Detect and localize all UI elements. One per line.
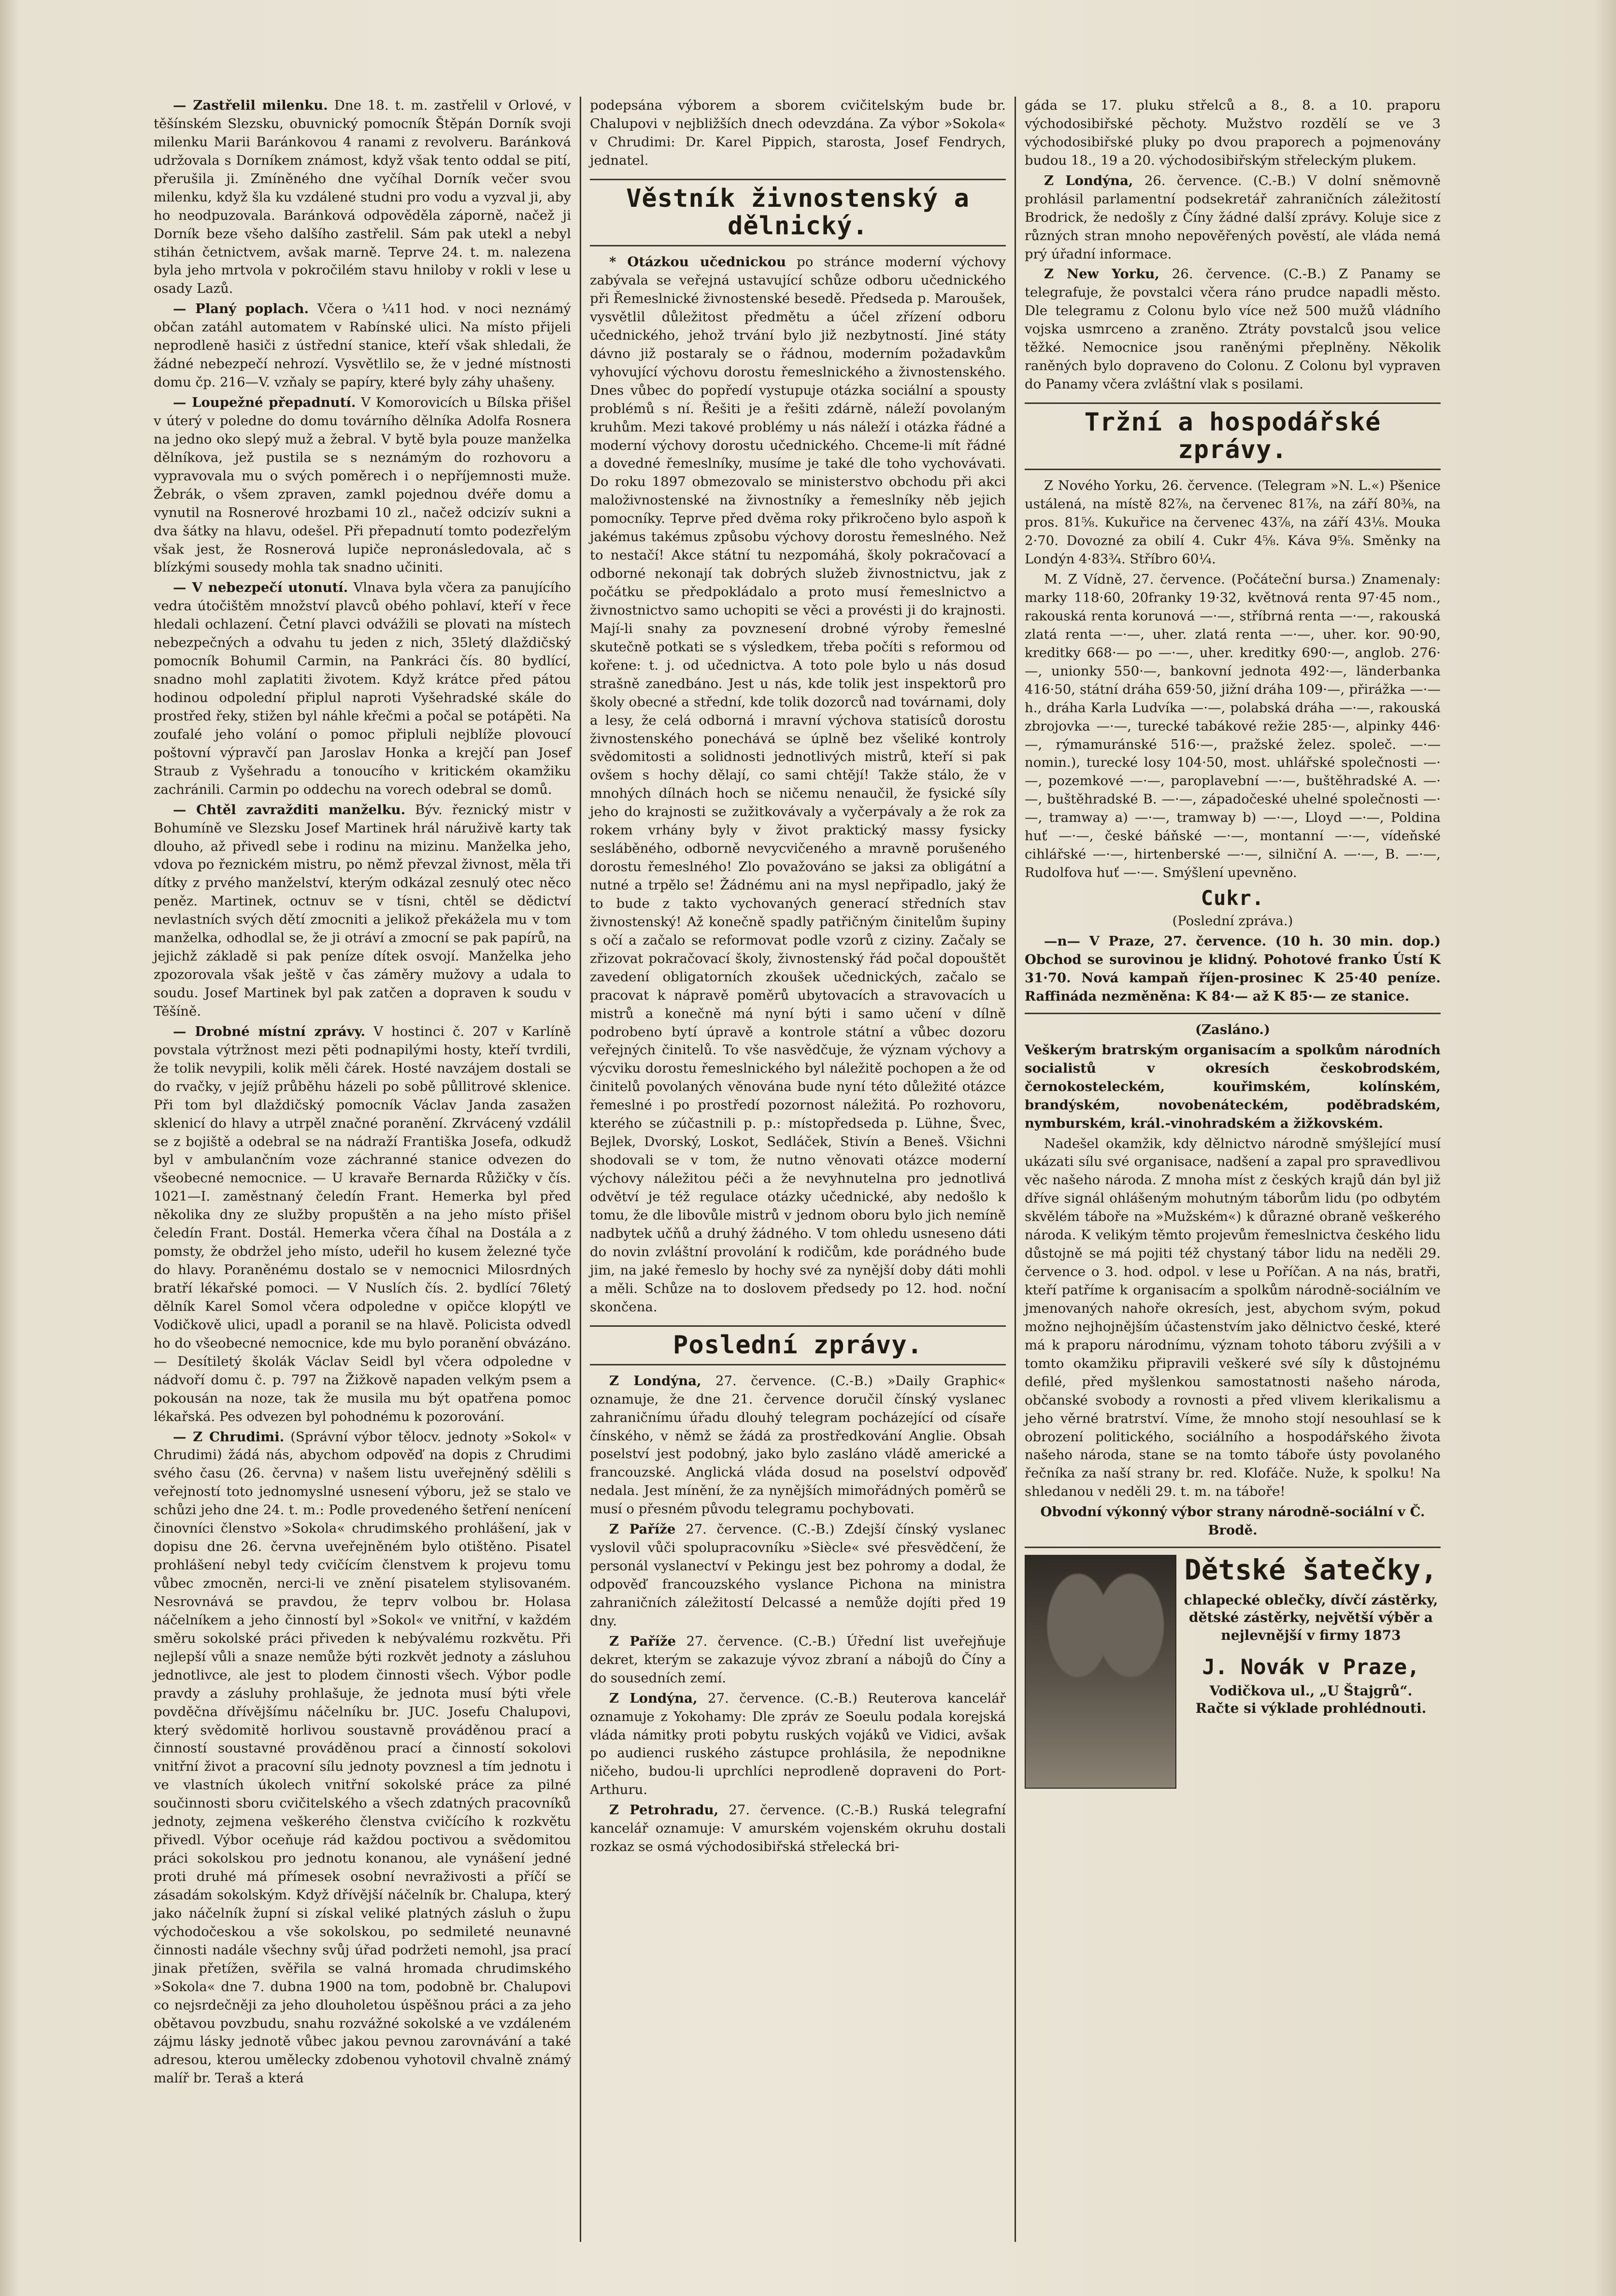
cukr-heading: Cukr. — [1201, 886, 1265, 910]
market-vienna: M. Z Vídně, 27. července. (Počáteční bursa.) Znamenaly: marky 118·60, 20franky 19·32, květnová renta 97·45 nom., rakouská renta korunová —·—, stříbrná renta —·—, rakouská zlatá renta —·—, uher. zlatá renta —·—, uher. kor. 90·90, kreditky 668·— po —·—, uher. kreditky 690·—, anglob. 276·—, unionky 550·—, bankovní jednota 492·—, länderbanka 416·50, státní dráha 659·50, jižní dráha 109·—, přirážka —·— h., dráha Karla Ludvíka —·—, polabská dráha —·—, rakouská zbrojovka —·—, turecké tabákové režie 285·—, alpinky 446·—, rýmamuránské 516·—, pražské želez. společ. —·— nomin.), turecké losy 104·50, most. uhlářské společnosti —·—, pozemkové —·—, paroplavební —·—, buštěhradské A. —·—, buštěhradské B. —·—, západočeské uhelné společnosti —·—, tramway a) —·—, tramway b) —·—, Lloyd —·—, Poldina huť —·—, české báňské —·—, montanní —·—, vídeňské cihlářské —·—, hirtenberské —·—, silniční A. —·—, B. —·—, Rudolfova huť —·—. Smýšlení upevněno. — [1025, 572, 1441, 881]
article-loupezne: — Loupežné přepadnutí. V Komorovicích u Bílska přišel v úterý v poledne do domu továrního dělníka Adolfa Rosnera na jedno oko slepý muž a žebral. V bytě byla pouze manželka dělníkova, jež pustila se s neznámým do rozhovoru a vypravovala mu o svých poměrech i o nepříjemnosti muže. Žebrák, o všem zpraven, zamkl pojednou dvéře domu a vynutil na Rosnerové hrozbami 10 zl., načež odcizív sukni a dva šátky na hlavu, odešel. Při přepadnutí tomto podezřelým však jest, že Rosnerová lupiče nepronásledovala, ač s blízkými sousedy mohla tak snadno učiniti. — [154, 395, 572, 575]
column-1 — [145, 97, 580, 2242]
divider-2 — [1025, 1547, 1441, 1548]
news-paris-2: Z Paříže 27. července. (C.-B.) Úřední list uveřejňuje dekret, kterým se zakazuje vývoz zbraní a nábojů do Číny a do sousedních zemí. — [590, 1633, 1006, 1686]
market-new-york: Z Nového Yorku, 26. července. (Telegram »N. L.«) Pšenice ustálená, na místě 82⅞, na červenec 81⅞, na září 80⅜, na pros. 81⅝. Kukuřice na červenec 43⅞, na září 43⅛. Mouka 2·70. Dovozné za obilí 4. Cukr 4⅝. Káva 9⅝. Směnky na Londýn 4·83¾. Stříbro 60¼. — [1025, 478, 1441, 567]
news-london-1: Z Londýna, 27. července. (C.-B.) »Daily Graphic« oznamuje, že dne 21. července doručil čínský vyslanec zahraničnímu úřadu dlouhý telegram pocházející od císaře čínského, v němž se žádá za prostředkování Anglie. Obsah poselství jest podobný, jako bylo zasláno vládě americké a francouzské. Anglická vláda dosud na poselství odpověď nedala. Jest mínění, že za nynějších mimořádných poměrů se musí o přesném původu telegramu pochybovati. — [590, 1373, 1006, 1517]
column-3 — [1015, 97, 1449, 2242]
zaslano-heading: (Zasláno.) — [1195, 1021, 1271, 1037]
news-london-3: Z Londýna, 26. července. (C.-B.) V dolní sněmovně prohlásil parlamentní podsekretář zahraničních záležitostí Brodrick, že nedošly z Číny žádné další zprávy. Koluje sice z různých stran mnoho nepověřených pověstí, ale vláda nemá prý úřadní informace. — [1025, 172, 1441, 262]
ad-footer: Račte si výklade prohlédnouti. — [1195, 1700, 1427, 1717]
article-zavrazditi: — Chtěl zavražditi manželku. Býv. řeznický mistr v Bohumíně ve Slezsku Josef Martinek hrál náruživě karty tak dlouho, až přivedl sebe i rodinu na mizinu. Manželka jeho, vdova po řeznickém mistru, po němž převzal živnost, měla tři dítky z prvého manželství, kterým odkázal zesnulý otec něco peněz. Martinek, octnuv se v tísni, chtěl se dědictví nevlastních svých dětí zmocniti a jelikož překážela mu v tom manželka, odhodlal se, že ji otráví a zmocní se pak papírů, na jejichž základě si pak peníze dítek osvojí. Manželka jeho zpozorovala však ještě v čas záměry mužovy a udala to soudu. Josef Martinek byl pak zatčen a dopraven k soudu v Těšíně. — [154, 802, 572, 1019]
article-utonuti: — V nebezpečí utonutí. Vlnava byla včera za panujícího vedra útočištěm množství plavců obého pohlaví, kteří v řece hledali ochlazení. Četní plavci odvážili se plovati na místech nebezpečných a odvahu tu jeden z nich, 35letý dlaždičský pomocník Bohumil Carmin, na Pankráci čís. 80 bydlící, snadno mohl zaplatiti životem. Když krátce před pátou hodinou odpolední připlul naproti Vyšehradské skále do prostřed řeky, stižen byl náhle křečmi a počal se potápěti. Na zoufalé jeho volání o pomoc připluli nejblíže plovoucí poštovní výpravčí pan Jaroslav Honka a krejčí pan Josef Straub z Vyšehradu a tonoucího v kritickém okamžiku zachránili. Carmin po oddechu na vorech odebral se domů. — [154, 580, 571, 797]
article-ucednicka: * Otázkou učednickou po stránce moderní výchovy zabývala se veřejná ustavující schůze odboru učednického při Řemeslnické živnostenské besedě. Předseda p. Maroušek, vysvětlil důležitost předmětu a účel zřízení odboru učednického, jehož trvání bylo již nezbytností. Jiné státy dávno již postaraly se o řádnou, moderním požadavkům vyhovující výchovu dorostu řemeslnického a živnostenského. Dnes vůbec do popředí vystupuje otázka sociální a spousty problémů s ní. Řešiti je a řešiti zdárně, náleží povolaným kruhům. Mezi takové problémy u nás náleží i otázka řádné a moderní výchovy dorostu učednického. Chceme-li mít řádné a dovedné řemeslníky, musíme je také dle toho vychovávati. Do roku 1897 obmezovalo se ministerstvo obchodu při akci maloživnostenské na živnostníky a řemeslníky něb jejich pomocníky. Teprve před dvěma roky přikročeno bylo aspoň k jakémus takémus způsobu výchovy dorostu řemeslného. Než to nestačí! Akce státní tu nezpomáhá, školy pokračovací a odborné nekonají tak dobrých služeb živnostnictvu, jak z počátku se předpokládalo a proto musí řemeslnictvo a živnostnictvo samo uchopiti se věci a provésti ji do krajnosti. Mají-li snahy za povznesení drobné výroby řemeslné skutečně potkati se s výsledkem, třeba počíti s reformou od kořene: t. j. od učednictva. A toto pole bylo u nás dosud strašně zanedbáno. Jest u nás, kde tolik jest inspektorů pro školy obecné a střední, kde tolik dozorců nad továrnami, doly a lesy, že celá odborná i mravní výchova statisíců dorostu živnostenského ponechává se úplně bez všeliké kontroly svědomitosti a solidnosti jednotlivých mistrů, kteří si pak ovšem s hochy dělají, co sami chtějí! Takže stálo, že v mnohých dílnách hoch se ničemu nenaučil, že fysické síly jeho do krajnosti se zužitkovávaly a vyčerpávaly a že rok za rokem vrhány byly v život praktický massy fysicky sesláběného, odborně nevycvičeného a mravně porušeného dorostu řemeslného! Zlo považováno se jaksi za obligátní a nutné a trpělo se! Žádnému ani na mysl nepřipadlo, jaký že to bude z takto vychovaných generací středních stav živnostenský! Až konečně spadly patřičným činitelům šupiny s očí a začalo se reformovat podle vzorů z ciziny. Začaly se zřizovat pokračovací školy, živnostenský řád počal dopouštět zavedení obligatorních zkoušek učednických, začalo se pracovat k nápravě poměrů ubytovacích a stravovacích u mistrů a konečně má nyní býti i samo učení v dílně podrobeno bytí úpravě a kontrole státní a vůbec dozoru veřejných činitelů. To vše nasvědčuje, že význam výchovy a výcviku dorostu řemeslnického byl náležitě pochopen a že od činitelů povolaných věnována bude nyní této důležité otázce řemeslné i po prostředí pozornost náležitá. Po rozhovoru, kterého se zúčastnili p. p.: místopředseda p. Lühne, Švec, Bejlek, Dvorský, Loskot, Sedláček, Stivín a Beneš. Všichni shodovali se v tom, že nutno věnovati otázce moderní výchovy náležitou péči a že nevyhnutelna pro jednotlivá odvětví je též regulace otázky učednické, aby nedošlo k tomu, že dle libovůle mistrů v jednom oboru bylo jich nemíně nadbytek učňů a druhý žádného. V tom ohledu usneseno dáti do novin zvláštní provolání k rodičům, kde porádného bude jim, na jaké řemeslo by hochy své za nynější doby dáti mohli a měli. Schůze na to doslovem předsedy po 12. hod. noční skončena. — [590, 254, 1006, 1315]
news-london-2: Z Londýna, 27. července. (C.-B.) Reuterova kancelář oznamuje z Yokohamy: Dle zpráv ze Soeulu podala korejská vláda námitky proti pobytu ruských vojáků ve Vidici, avšak po audienci ruského zástupce prohlásila, že nepodnikne ničeho, budou-li uprchlíci neprodleně dopraveni do Port-Arthuru. — [590, 1690, 1006, 1798]
section-trzni-heading: Tržní a hospodářské zprávy. — [1025, 402, 1441, 470]
ad-title: Dětské šatečky, — [1184, 1553, 1438, 1587]
zaslano-body: Nadešel okamžik, kdy dělnictvo národně smýšlející musí ukázati sílu své organisace, nadšení a zapal pro spravedlivou věc našeho národa. Z mnoha míst z českých krajů dán byl již dříve signál ohlášeným mohutným táborům lidu (po odbytém skvělém táboře na »Mužském«) k důrazné obraně veškerého národa. K velikým těmto projevům řemeslnictva českého lidu důstojně se má pojiti též chystaný tábor lidu na neděli 29. července o 3. hod. odpol. v lese u Poříčan. A na nás, bratři, kteří patříme k organisacím a spolkům národně-sociálním ve jmenovaných nahoře okresích, jest, abychom svým, pokud možno nejhojnějším účastenstvím jako dělnictvo české, které má k praporu národnímu, význam tohoto táboru zvýšili a v tomto okamžiku připravili veškeré své síly k důstojnému defilé, před myšlenkou samostatnosti našeho národa, občanské svobody a rovnosti a před vlivem klerikalismu a jeho věrné bratrství. Víme, že mnoho stojí nesouhlasí se k obrození politického, sociálního a hospodářského života našeho národa, stane se na tomto táboře ústy povolaného řečníka za naší strany br. red. Klofáče. Nuže, k spolku! Na shledanou v neděli 29. t. m. na táboře! — [1025, 1135, 1441, 1500]
ad-text — [1181, 1555, 1441, 1789]
zaslano-signature: Obvodní výkonný výbor strany národně-sociální v Č. Brodě. — [1040, 1504, 1425, 1538]
advertisement — [1025, 1555, 1441, 1789]
col2-intro: podepsána výborem a sborem cvičitelským bude br. Chalupovi v nejbližších dnech odevzdána. Za výbor »Sokola« v Chrudimi: Dr. Karel Pippich, starosta, Josef Fendrych, jednatel. — [590, 98, 1006, 168]
column-2 — [580, 97, 1015, 2242]
section-posledni-heading: Poslední zprávy. — [590, 1325, 1006, 1365]
news-new-york: Z New Yorku, 26. července. (C.-B.) Z Panamy se telegrafuje, že povstalci včera ráno prudce napadli město. Dle telegramu z Colonu bylo více než 500 mužů vládního vojska usmrceno a zraněno. Ztráty povstalců jsou velice těžké. Nemocnice jsou raněnými přeplněny. Několik raněných bylo dopraveno do Colonu. Z Colonu byl vypraven do Panamy včera zvláštní vlak s posilami. — [1025, 266, 1441, 392]
news-petrograd: Z Petrohradu, 27. července. (C.-B.) Ruská telegrafní kancelář oznamuje: V amurském vojenském okruhu dostali rozkaz se osmá východosibiřská střelecká bri- — [590, 1802, 1006, 1855]
ad-description: chlapecké oblečky, dívčí zástěrky, dětské zástěrky, největší výběr a nejlevnější v firmy 1873 — [1184, 1592, 1438, 1643]
columns — [145, 97, 1483, 2242]
ad-street: Vodičkova ul., „U Štajgrů“. — [1209, 1682, 1413, 1699]
cukr-subheading: (Poslední zpráva.) — [1172, 913, 1293, 929]
ad-firm: J. Novák v Praze, — [1202, 1655, 1420, 1680]
article-chrudim: — Z Chrudimi. (Správní výbor tělocv. jednoty »Sokol« v Chrudimi) žádá nás, abychom odpověď na dopis z Chrudimi svého času (26. června) v našem listu uveřejněný sdělili s veřejností toto jednomyslné usnesení výboru, jež se stalo ve schůzi jeho dne 24. t. m.: Podle provedeného šetření nenícení činovníci členstvo »Sokola« chrudimského prohlášení, jak v dopisu dne 26. června uveřejněném bylo otištěno. Pisatel prohlášení nebyl tedy cvičícím členstvem k projevu tomu vůbec zmocněn, nerci-li ve znění pisatelem stylisovaném. Nesrovnává se pravdou, že teprv volbou br. Holasa náčelníkem a jeho činností byl »Sokol« ve vnitřní, v každém směru sokolské práci přiveden k nebývalému rozkvětu. Při nejlepší vůli a snaze nemůže býti rozkvět jednoty a zásluhou jednotlivce, ale jest to plodem činnosti všech. Výbor podle pravdy a zásluhy prohlašuje, že jednota musí býti vřele povděčna dřívějšímu náčelníku br. JUC. Josefu Chalupovi, který svědomitě horlivou soustavně prováděnou prací a činností soustavné prováděnou prací a činností sokolovi vnitřní život a pracovní sílu jednoty povznesl a tím jednotu i ve vlastních úkolech vnitřní sokolské práce za pilné součinnosti sboru cvičitelského a všech zdatných pracovníků jednoty, zejmena veškerého členstva cvičícího k rozkvětu přivedl. Výbor oceňuje rád každou poctivou a svědomitou práci sokolskou pro jednotu konanou, ale vynášení jedné proti druhé má přímesek osobní nevraživosti a příčí se zásadám sokolským. Když dřívější náčelník br. Chalupa, který jako náčelník župní si získal veliké platných zásluh o župu východočeskou a vše sokolskou, po sedmileté neunavné činnosti nadále všechny svůj úřad podržeti nemohl, jsa prací jinak přetížen, svěřila se valná hromada chrudimského »Sokola« dne 7. dubna 1900 na tom, podobně br. Chalupovi co nejsrdečněji za jeho dlouholetou úspěšnou práci a za jeho obětavou povzbudu, snahu rozvážné sokolské a ve vzdáleném zájmu lásky jednotě vůbec jakou pevnou zarovnávání a také adresou, kterou umělecky zdobenou vyhotovil chvalně známý malíř br. Teraš a která — [154, 1429, 571, 2086]
article-plany-poplach: — Planý poplach. Včera o ¼11 hod. v noci neznámý občan zatáhl automatem v Rabínské ulici. Na místo přijeli neprodleně hasiči z ústřední stanice, kteří však shledali, že žádné nebezpečí nehrozí. Vysvětlilo se, že v jedné místnosti domu čp. 216—V. vzňaly se papíry, které byly záhy uhašeny. — [154, 301, 571, 390]
cukr-report: —n— V Praze, 27. července. (10 h. 30 min. dop.) Obchod se surovinou je klidný. Pohotové franko Ústí K 31·70. Nová kampaň říjen-prosinec K 25·40 peníze. Raffináda nezměněna: K 84·— až K 85·— ze stanice. — [1025, 933, 1441, 1004]
section-vestnik-heading: Věstník živnostenský a dělnický. — [590, 179, 1006, 246]
col3-intro: gáda se 17. pluku střelců a 8., 8. a 10. praporu východosibiřské pěchoty. Mužstvo rozdělí se ve 3 východosibiřské pluky po dvou praporech a pojmenovány budou 18., 19 a 20. východosibiřským střeleckým plukem. — [1025, 98, 1441, 168]
children-photo — [1025, 1555, 1176, 1789]
zaslano-address: Veškerým bratrským organisacím a spolkům národních socialistů v okresích českobrodském, černokosteleckém, kouřimském, kolínském, brandýském, novobenáteckém, poděbradském, nymburském, král.-vinohradském a žižkovském. — [1025, 1042, 1441, 1131]
article-zastrelil: — Zastřelil milenku. Dne 18. t. m. zastřelil v Orlové, v těšínském Slezsku, obuvnický pomocník Štěpán Dorník svoji milenku Marii Baránkovou 4 ranami z revolveru. Baránková udržovala s Dorníkem známost, když však tento oddal se pití, přerušila ji. Zmíněného dne vyčíhal Dorník večer svou milenku, když šla ku vzdálené studni pro vodu a vyzval ji, aby ho neodpuzovala. Baránková odpověděla záporně, načež ji Dorník beze všeho dalšího zastřelil. Sám pak utekl a nebyl stihán četnictvem, avšak marně. Teprve 24. t. m. nalezena byla jeho mrtvola v pokročilém stavu hniloby v rokli v lese u osady Lazů. — [154, 98, 572, 297]
divider — [1025, 1013, 1441, 1014]
news-paris-1: Z Paříže 27. července. (C.-B.) Zdejší čínský vyslanec vyslovil vůči spolupracovníku »Siècle« své přesvědčení, že personál vyslanectví v Pekingu jest bez pohromy a dodal, že odpověď francouzského vyslance Pichona na ministra zahraničních záležitostí Delcassé a nemůže dojíti před 19 dny. — [590, 1521, 1006, 1629]
article-drobne: — Drobné místní zprávy. V hostinci č. 207 v Karlíně povstala výtržnost mezi pěti podnapilými hosty, kteří tvrdili, že tolik nevypili, kolik měli čárek. Hosté navzájem dostali se do rvačky, v jejíž průběhu házeli po sobě půllitrové sklenice. Při tom byl dlaždičský pomocník Václav Janda zasažen sklenicí do hlavy a utrpěl značné poranění. Zkrvácený vzdálil se z bojiště a odebral se na nádraží Františka Josefa, odkudž byl v ambulančním voze záchranné stanice odvezen do všeobecné nemocnice. — U kravaře Bernarda Růžičky v čís. 1021—I. zaměstnaný čeledín Frant. Hemerka byl před několika dny ze služby propuštěn a na jeho místo přišel čeledín Frant. Dostál. Hemerka včera číhal na Dostála a z pomsty, že obdržel jeho místo, udeřil ho kusem železné tyče do hlavy. Poraněnému dostalo se v nemocnici Milosrdných bratří lékařské pomoci. — V Nuslích čís. 2. bydlící 76letý dělník Karel Somol včera odpoledne v opičce klopýtl ve Vodičkově ulici, upadl a poranil se na hlavě. Policista odvedl ho do všeobecné nemocnice, kde mu bylo poranění obvázáno. — Desítiletý školák Václav Seidl byl včera odpoledne v nádvoří domu č. p. 797 na Žižkově napaden velkým psem a pokousán na noze, tak že musila mu být opatřena pomoc lékařská. Pes odvezen byl pohodnému k pozorování. — [154, 1023, 571, 1424]
